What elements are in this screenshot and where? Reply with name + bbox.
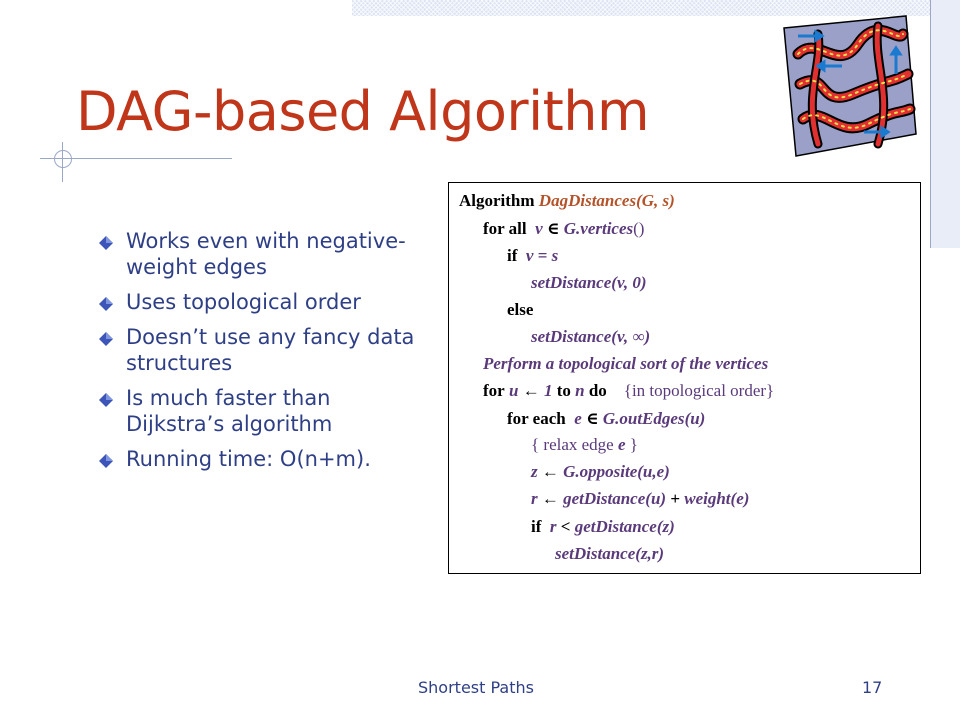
algo-line-9: for each e ∈ G.outEdges(u) (507, 409, 706, 428)
right-decorative-band (930, 0, 960, 248)
diamond-bullet-icon (98, 331, 114, 347)
bullet-list (98, 228, 428, 481)
algo-line-1: Algorithm DagDistances(G, s) (459, 191, 675, 210)
algo-line-4: setDistance(v, 0) (531, 273, 647, 292)
algo-line-2: for all v ∈ G.vertices() (483, 219, 645, 238)
bullet-text: Running time: O(n+m). (126, 447, 371, 471)
algo-line-5: else (507, 300, 534, 319)
slide-title: DAG-based Algorithm (76, 80, 650, 143)
bullet-text: Doesn’t use any fancy data structures (126, 325, 415, 375)
footer-title: Shortest Paths (418, 678, 534, 697)
diamond-bullet-icon (98, 235, 114, 251)
algo-line-7: Perform a topological sort of the vertices (483, 354, 769, 373)
bullet-item (98, 385, 428, 437)
bullet-item (98, 446, 428, 472)
algo-line-10: { relax edge e } (531, 435, 638, 454)
bullet-text: Is much faster than Dijkstra’s algorithm (126, 386, 333, 436)
diamond-bullet-icon (98, 392, 114, 408)
page-number: 17 (862, 678, 883, 697)
bullet-item (98, 324, 428, 376)
algo-line-3: if v = s (507, 246, 559, 265)
diamond-bullet-icon (98, 296, 114, 312)
title-crosshair-circle (54, 150, 72, 168)
algo-line-13: if r < getDistance(z) (531, 517, 675, 536)
algo-line-6: setDistance(v, ∞) (531, 327, 651, 346)
bullet-text: Uses topological order (126, 290, 361, 314)
maze-paths-logo (778, 14, 918, 159)
bullet-item (98, 289, 428, 315)
bullet-item (98, 228, 428, 280)
algorithm-box (448, 182, 921, 574)
algo-line-12: r ← getDistance(u) + weight(e) (531, 489, 750, 508)
diamond-bullet-icon (98, 453, 114, 469)
algo-line-14: setDistance(z,r) (555, 544, 665, 563)
algo-line-8: for u ← 1 to n do {in topological order} (483, 381, 775, 400)
bullet-text: Works even with negative-weight edges (126, 229, 406, 279)
right-divider-line (930, 0, 931, 248)
algo-line-11: z ← G.opposite(u,e) (531, 462, 670, 481)
